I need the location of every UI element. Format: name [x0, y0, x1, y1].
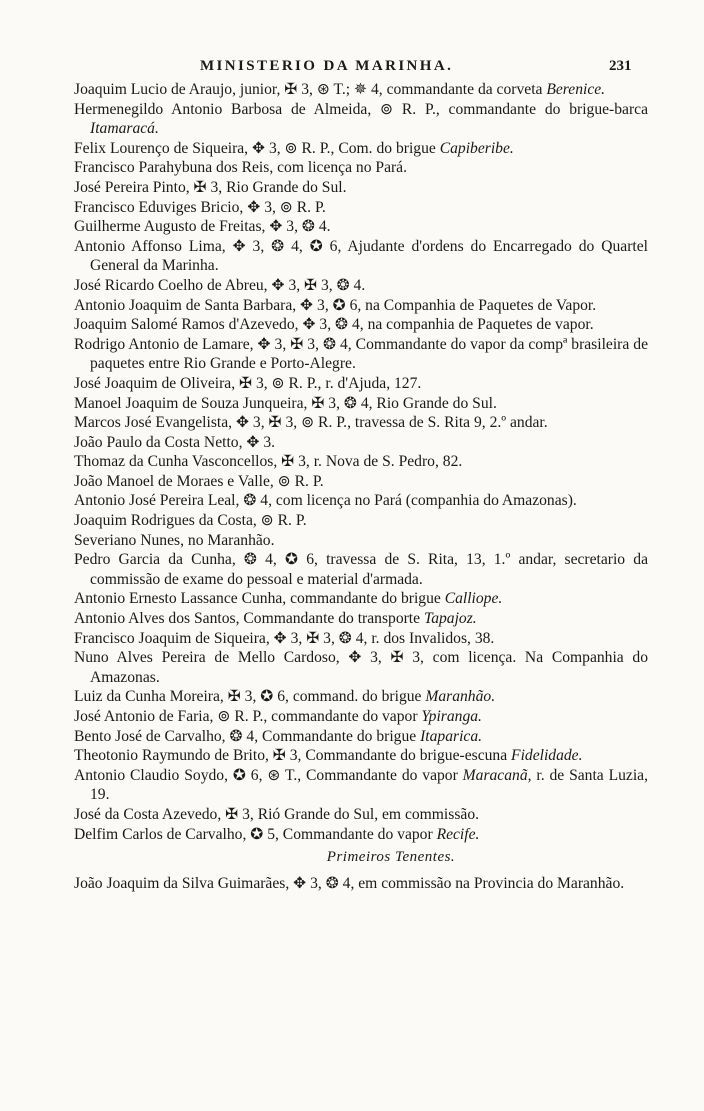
entry [74, 413, 648, 433]
entry [74, 805, 648, 825]
entry [74, 707, 648, 727]
entry-text: Theotonio Raymundo de Brito, ✠ 3, Commandante do brigue-escuna [74, 747, 512, 765]
entry-text: Antonio Alves dos Santos, Commandante do transporte [74, 610, 424, 628]
entry [74, 217, 648, 237]
entry [74, 433, 648, 453]
page-header [0, 58, 704, 78]
entry-italic: Recife. [436, 825, 480, 843]
entry-text: José Ricardo Coelho de Abreu, ✥ 3, ✠ 3, ❂ 4. [74, 276, 366, 294]
entry-text: Manoel Joaquim de Souza Junqueira, ✠ 3, ❂ 4, Rio Grande do Sul. [74, 394, 497, 412]
entry [74, 550, 648, 589]
entry [74, 687, 648, 707]
page-number: 231 [609, 58, 632, 74]
entry [74, 276, 648, 296]
entry-text: Francisco Eduviges Bricio, ✥ 3, ⊚ R. P. [74, 198, 326, 216]
entry-text: Felix Lourenço de Siqueira, ✥ 3, ⊚ R. P., Com. do brigue [74, 139, 440, 157]
entry-text: Guilherme Augusto de Freitas, ✥ 3, ❂ 4. [74, 218, 331, 236]
entry-text: Joaquim Rodrigues da Costa, ⊚ R. P. [74, 512, 307, 530]
entry-text: Hermenegildo Antonio Barbosa de Almeida, ⊚ R. P., commandante do brigue-barca [74, 100, 648, 118]
entry-text: Bento José de Carvalho, ❂ 4, Commandante do brigue [74, 727, 421, 745]
entry [74, 80, 648, 100]
entry [74, 178, 648, 198]
running-head: MINISTERIO DA MARINHA. [200, 58, 454, 74]
entry-italic: Tapajoz. [423, 610, 477, 628]
entry [74, 727, 648, 747]
entry-text: João Paulo da Costa Netto, ✥ 3. [74, 433, 276, 451]
entry [74, 472, 648, 492]
entry [74, 629, 648, 649]
entry-text: Antonio Claudio Soydo, ✪ 6, ⊛ T., Commandante do vapor [74, 766, 463, 784]
entry [74, 746, 648, 766]
entry-text: José Joaquim de Oliveira, ✠ 3, ⊚ R. P., r. d'Ajuda, 127. [74, 374, 422, 392]
officer-list [74, 80, 648, 893]
entry [74, 452, 648, 472]
entry [74, 158, 648, 178]
entry [74, 374, 648, 394]
entry [74, 589, 648, 609]
entry-italic: Maranhão. [425, 688, 496, 706]
entry-italic: Ypiranga. [421, 708, 482, 725]
entry-text: Thomaz da Cunha Vasconcellos, ✠ 3, r. Nova de S. Pedro, 82. [74, 453, 463, 471]
entry-italic: Itaparica. [420, 727, 483, 745]
entry [74, 511, 648, 531]
entry [74, 874, 648, 894]
entry-text: Antonio Affonso Lima, ✥ 3, ❂ 4, ✪ 6, Ajudante d'ordens do Encarregado do Quartel General da Marinha. [74, 237, 648, 275]
entry-text: João Manoel de Moraes e Valle, ⊚ R. P. [74, 472, 324, 490]
entry-text: José Antonio de Faria, ⊚ R. P., commandante do vapor [74, 708, 422, 725]
entry [74, 825, 648, 845]
entry [74, 198, 648, 218]
entry-text: Severiano Nunes, no Maranhão. [74, 531, 275, 549]
entry [74, 648, 648, 687]
entry-text: Rodrigo Antonio de Lamare, ✥ 3, ✠ 3, ❂ 4, Commandante do vapor da compª brasileira de paquetes entre Rio Grande e Porto-Alegre. [74, 335, 648, 373]
entry-text: Joaquim Salomé Ramos d'Azevedo, ✥ 3, ❂ 4, na companhia de Paquetes de vapor. [74, 316, 594, 334]
entry-text: José da Costa Azevedo, ✠ 3, Rió Grande do Sul, em commissão. [74, 805, 480, 823]
entry-italic: Berenice. [546, 81, 606, 98]
entry-text: Nuno Alves Pereira de Mello Cardoso, ✥ 3, ✠ 3, com licença. Na Companhia do Amazonas. [74, 649, 648, 686]
entry-text: Joaquim Lucio de Araujo, junior, ✠ 3, ⊛ T.; ✵ 4, commandante da corveta [74, 81, 547, 98]
entry-italic: Fidelidade. [511, 747, 583, 765]
entry-text: Antonio Ernesto Lassance Cunha, commandante do brigue [74, 590, 445, 608]
entry-text: José Pereira Pinto, ✠ 3, Rio Grande do Sul. [74, 178, 347, 196]
section-title: Primeiros Tenentes. [326, 849, 456, 866]
entry-tail: r. de Santa Luzia, 19. [90, 766, 648, 804]
entry-italic: Maracanã, [462, 766, 532, 784]
entry [74, 531, 648, 551]
entry-text: Francisco Parahybuna dos Reis, com licença no Pará. [74, 159, 408, 177]
entry-text: Delfim Carlos de Carvalho, ✪ 5, Commandante do vapor [74, 825, 437, 843]
entry-text: Francisco Joaquim de Siqueira, ✥ 3, ✠ 3, ❂ 4, r. dos Invalidos, 38. [74, 629, 495, 647]
entry-text: Pedro Garcia da Cunha, ❂ 4, ✪ 6, travessa de S. Rita, 13, 1.º andar, secretario da commissão de exame do pessoal e material d'armada. [74, 551, 648, 588]
entry-list [74, 80, 648, 844]
entry [74, 766, 648, 805]
entry-text: Antonio José Pereira Leal, ❂ 4, com licença no Pará (companhia do Amazonas). [74, 492, 577, 510]
entry [74, 315, 648, 335]
entry [74, 237, 648, 276]
entry [74, 100, 648, 139]
entry [74, 491, 648, 511]
entry-text: Luiz da Cunha Moreira, ✠ 3, ✪ 6, command. do brigue [74, 688, 426, 706]
entry [74, 296, 648, 316]
entry-italic: Itamaracá. [90, 120, 159, 138]
entry-text: Antonio Joaquim de Santa Barbara, ✥ 3, ✪ 6, na Companhia de Paquetes de Vapor. [74, 296, 597, 314]
entry [74, 609, 648, 629]
entry [74, 139, 648, 159]
entry-text: João Joaquim da Silva Guimarães, ✥ 3, ❂ 4, em commissão na Provincia do Maranhão. [74, 874, 625, 892]
section-entry-list [74, 874, 648, 894]
entry-text: Marcos José Evangelista, ✥ 3, ✠ 3, ⊚ R. P., travessa de S. Rita 9, 2.º andar. [74, 414, 548, 432]
entry [74, 394, 648, 414]
entry-italic: Capiberibe. [439, 139, 514, 157]
entry [74, 335, 648, 374]
entry-italic: Calliope. [444, 590, 503, 608]
